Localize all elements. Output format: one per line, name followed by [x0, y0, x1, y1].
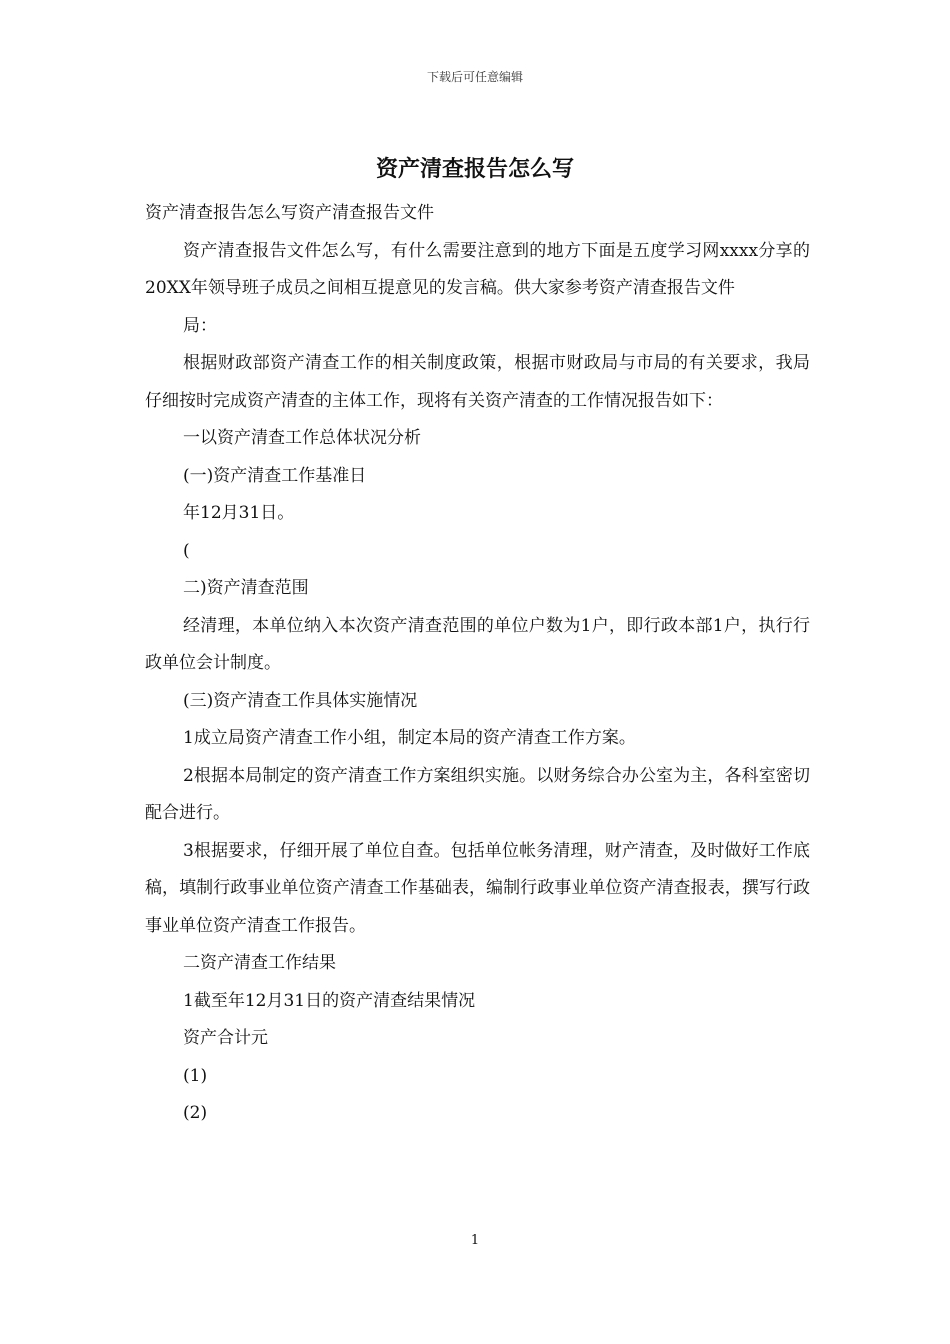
section-heading: 二资产清查工作结果: [183, 953, 336, 973]
list-item: 1成立局资产清查工作小组，制定本局的资产清查工作方案。: [183, 728, 636, 748]
paragraph: 资产合计元: [183, 1028, 268, 1048]
paragraph: 根据财政部资产清查工作的相关制度政策，根据市财政局与市局的有关要求，我局仔细按时完成资产清查的主体工作，现将有关资产清查的工作情况报告如下：: [145, 353, 810, 411]
paragraph: 资产清查报告文件怎么写，有什么需要注意到的地方下面是五度学习网xxxx分享的20XX年领导班子成员之间相互提意见的发言稿。供大家参考资产清查报告文件: [145, 240, 810, 298]
section-heading: 一以资产清查工作总体状况分析: [183, 428, 421, 448]
list-item: (1): [183, 1065, 208, 1086]
paragraph: (: [183, 540, 190, 561]
subsection-heading: (三)资产清查工作具体实施情况: [183, 690, 418, 711]
page-number: 1: [470, 1233, 480, 1248]
header-note: 下载后可任意编辑: [426, 70, 523, 84]
subsection-heading: 二)资产清查范围: [183, 578, 309, 598]
paragraph: 年12月31日。: [183, 503, 295, 523]
document-title: 资产清查报告怎么写: [375, 156, 574, 182]
paragraph: 局：: [183, 315, 217, 336]
document-body: [145, 195, 810, 1133]
list-item: 3根据要求，仔细开展了单位自查。包括单位帐务清理，财产清查，及时做好工作底稿，填制行政事业单位资产清查工作基础表，编制行政事业单位资产清查报表，撰写行政事业单位资产清查工作报告。: [145, 840, 810, 936]
list-item: 2根据本局制定的资产清查工作方案组织实施。以财务综合办公室为主，各科室密切配合进行。: [145, 765, 810, 823]
paragraph: 资产清查报告怎么写资产清查报告文件: [145, 203, 434, 223]
list-item: 1截至年12月31日的资产清查结果情况: [183, 990, 476, 1011]
subsection-heading: (一)资产清查工作基准日: [183, 465, 367, 486]
list-item: (2): [183, 1103, 208, 1123]
paragraph: 经清理，本单位纳入本次资产清查范围的单位户数为1户，即行政本部1户，执行行政单位会计制度。: [145, 615, 810, 673]
